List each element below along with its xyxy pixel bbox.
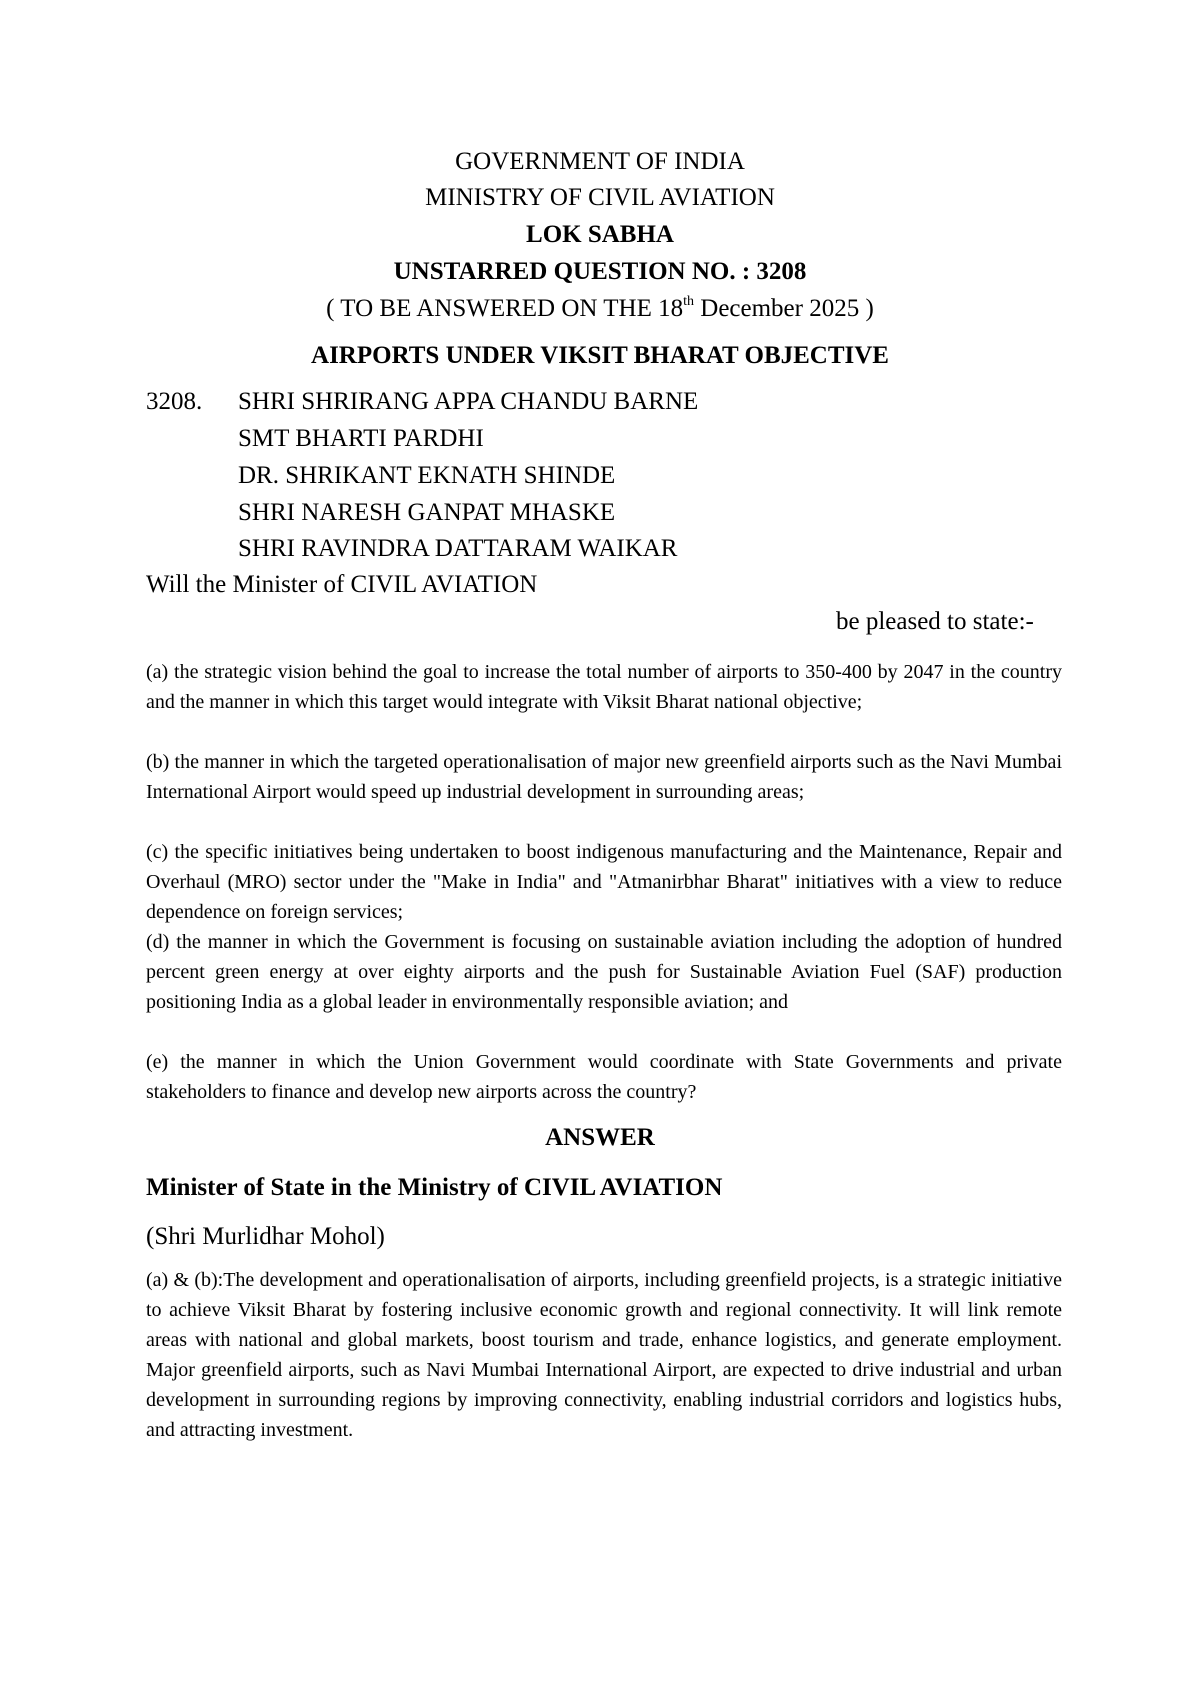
addressed-to: Will the Minister of CIVIL AVIATION (146, 571, 538, 598)
question-part-b: (b) the manner in which the targeted operationalisation of major new greenfield airports such as the Navi Mumbai International Airport would speed up industrial development in surrounding areas; (146, 751, 1062, 803)
answer-date-ordinal: th (683, 293, 695, 309)
member-name: SHRI NARESH GANPAT MHASKE (238, 499, 616, 526)
member-name: SHRI RAVINDRA DATTARAM WAIKAR (238, 535, 678, 562)
question-part-d: (d) the manner in which the Government is focusing on sustainable aviation including the adoption of hundred percent green energy at over eighty airports and the push for Sustainable Aviation Fuel (SAF) production positioning India as a global leader in environmentally responsible aviation; and (146, 931, 1062, 1013)
question-number-heading: UNSTARRED QUESTION NO. : 3208 (393, 258, 807, 285)
minister-title: Minister of State in the Ministry of CIVIL AVIATION (146, 1174, 723, 1201)
question-part-c: (c) the specific initiatives being undertaken to boost indigenous manufacturing and the Maintenance, Repair and Overhaul (MRO) sector under the "Make in India" and "Atmanirbhar Bharat" initiatives with a view to reduce dependence on foreign services; (146, 841, 1062, 923)
answer-date-prefix: ( TO BE ANSWERED ON THE 18 (326, 295, 684, 322)
answer-paragraph: (a) & (b):The development and operationalisation of airports, including greenfield projects, is a strategic initiative to achieve Viksit Bharat by fostering inclusive economic growth and regional connectivity. It will link remote areas with national and global markets, boost tourism and trade, enhance logistics, and generate employment. Major greenfield airports, such as Navi Mumbai International Airport, are expected to drive industrial and urban development in surrounding regions by improving connectivity, enabling industrial corridors and logistics hubs, and attracting investment. (146, 1269, 1062, 1441)
question-part-a: (a) the strategic vision behind the goal to increase the total number of airports to 350-400 by 2047 in the country and the manner in which this target would integrate with Viksit Bharat national objective; (146, 661, 1062, 713)
answer-heading: ANSWER (545, 1124, 655, 1151)
answer-date-rest: December 2025 ) (694, 295, 874, 322)
government-heading: GOVERNMENT OF INDIA (455, 148, 745, 175)
minister-name: (Shri Murlidhar Mohol) (146, 1223, 385, 1250)
house-heading: LOK SABHA (526, 221, 674, 248)
subject-heading: AIRPORTS UNDER VIKSIT BHARAT OBJECTIVE (311, 342, 889, 369)
question-part-e: (e) the manner in which the Union Government would coordinate with State Governments and private stakeholders to finance and develop new airports across the country? (146, 1051, 1062, 1103)
question-number: 3208. (146, 388, 203, 415)
answer-date-line (0, 294, 1200, 324)
ministry-heading: MINISTRY OF CIVIL AVIATION (425, 184, 775, 211)
be-pleased-to-state: be pleased to state:- (836, 608, 1034, 635)
member-name: SHRI SHRIRANG APPA CHANDU BARNE (238, 388, 699, 415)
member-name: DR. SHRIKANT EKNATH SHINDE (238, 462, 616, 489)
member-name: SMT BHARTI PARDHI (238, 425, 484, 452)
